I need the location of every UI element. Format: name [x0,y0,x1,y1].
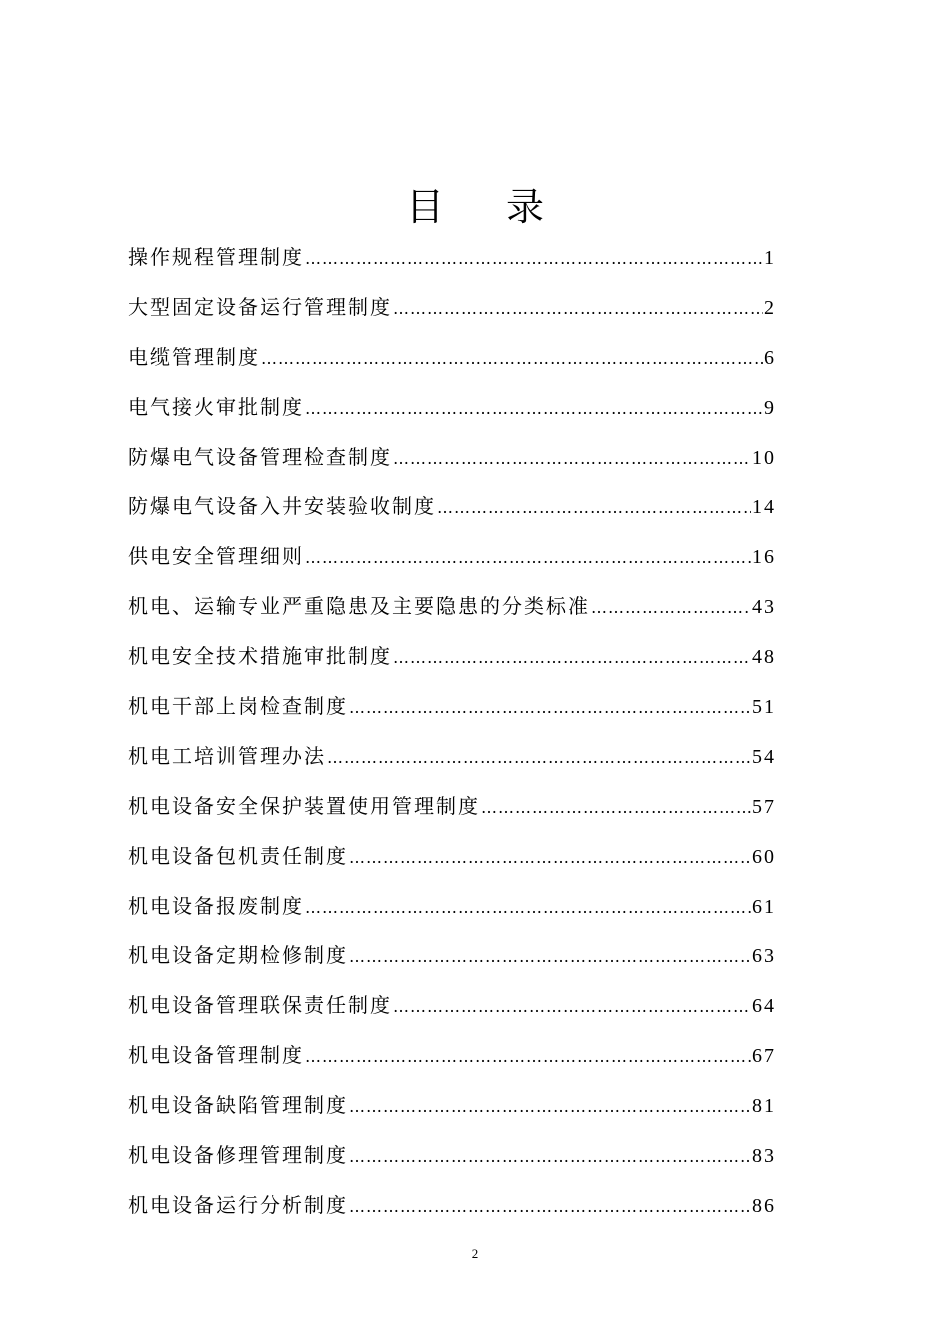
toc-entry[interactable] [128,582,776,632]
toc-leader [393,284,763,333]
toc-entry-title: 机电设备管理联保责任制度 [128,993,392,1018]
toc-leader [393,633,751,682]
toc-entry-title: 电缆管理制度 [128,344,260,369]
toc-entry-page: 57 [752,795,776,818]
toc-entry-title: 机电设备运行分析制度 [128,1192,348,1217]
toc-entry-title: 机电干部上岗检查制度 [128,694,348,719]
toc-entry-page: 14 [752,496,776,519]
toc-entry-title: 机电工培训管理办法 [128,743,326,768]
toc-leader [393,434,751,483]
toc-leader [305,384,763,433]
toc-entry-page: 54 [752,745,776,768]
toc-entry[interactable] [128,333,776,383]
page-number: 2 [471,1246,479,1261]
toc-entry[interactable] [128,383,776,433]
toc-leader [437,483,751,532]
toc-entry-page: 16 [752,546,776,569]
toc-entry-title: 机电设备安全保护装置使用管理制度 [128,793,480,818]
toc-entry-title: 机电、运输专业严重隐患及主要隐患的分类标准 [128,594,590,619]
toc-leader [349,833,751,882]
toc-entry[interactable] [128,632,776,682]
toc-entry[interactable] [128,931,776,981]
toc-leader [305,1032,751,1081]
toc-entry[interactable] [128,1131,776,1181]
toc-leader [305,234,763,283]
toc-entry-title: 大型固定设备运行管理制度 [128,294,392,319]
toc-entry-title: 机电设备定期检修制度 [128,943,348,968]
toc-entry-page: 6 [764,346,776,369]
toc-entry-title: 防爆电气设备入井安装验收制度 [128,494,436,519]
title-char-1: 目 [405,185,444,229]
toc-entry-title: 操作规程管理制度 [128,245,304,269]
toc-entry-page: 86 [752,1194,776,1217]
toc-entry[interactable] [128,732,776,782]
toc-leader [327,733,751,782]
toc-entry-page: 64 [752,995,776,1018]
toc-entry[interactable] [128,233,776,283]
toc-entry[interactable] [128,1081,776,1131]
toc-entry[interactable] [128,482,776,532]
toc-entry[interactable] [128,832,776,882]
toc-entry[interactable] [128,532,776,582]
toc-leader [393,982,751,1031]
toc-entry[interactable] [128,283,776,333]
toc-entry-page: 51 [752,696,776,719]
toc-leader [349,1182,751,1231]
toc-leader [349,1082,751,1131]
toc-leader [591,583,751,632]
toc-entry-title: 机电设备修理管理制度 [128,1143,348,1168]
toc-entry-page: 10 [752,446,776,469]
toc-entry-page: 67 [752,1045,776,1068]
toc-entry-title: 机电设备包机责任制度 [128,843,348,868]
toc-entry-title: 机电安全技术措施审批制度 [128,644,392,669]
toc-leader [481,783,751,832]
toc-entry[interactable] [128,682,776,732]
toc-entry-page: 43 [752,596,776,619]
toc-leader [349,932,751,981]
toc-entry[interactable] [128,882,776,932]
toc-leader [261,334,763,383]
toc-leader [305,533,751,582]
toc-entry-page: 83 [752,1145,776,1168]
toc-entry-page: 61 [752,895,776,918]
toc-leader [349,683,751,732]
toc-entry-page: 1 [764,247,776,269]
toc-entry[interactable] [128,782,776,832]
toc-entry-page: 48 [752,646,776,669]
toc-entry-page: 9 [764,396,776,419]
toc-entry-title: 机电设备报废制度 [128,893,304,918]
page-title [0,182,950,232]
toc-entry-page: 63 [752,945,776,968]
title-char-2: 录 [506,185,545,229]
toc-entry-page: 60 [752,845,776,868]
toc-entry[interactable] [128,433,776,483]
toc-entry-title: 机电设备缺陷管理制度 [128,1093,348,1118]
toc-entry-page: 2 [764,296,776,319]
toc-entry-page: 81 [752,1095,776,1118]
toc-entry-title: 电气接火审批制度 [128,394,304,419]
toc-entry[interactable] [128,1181,776,1231]
toc-leader [349,1132,751,1181]
toc-entry-title: 机电设备管理制度 [128,1043,304,1068]
table-of-contents [128,233,776,1231]
toc-entry[interactable] [128,1031,776,1081]
toc-entry-title: 防爆电气设备管理检查制度 [128,444,392,469]
toc-entry-title: 供电安全管理细则 [128,544,304,569]
toc-leader [305,883,751,932]
toc-entry[interactable] [128,981,776,1031]
